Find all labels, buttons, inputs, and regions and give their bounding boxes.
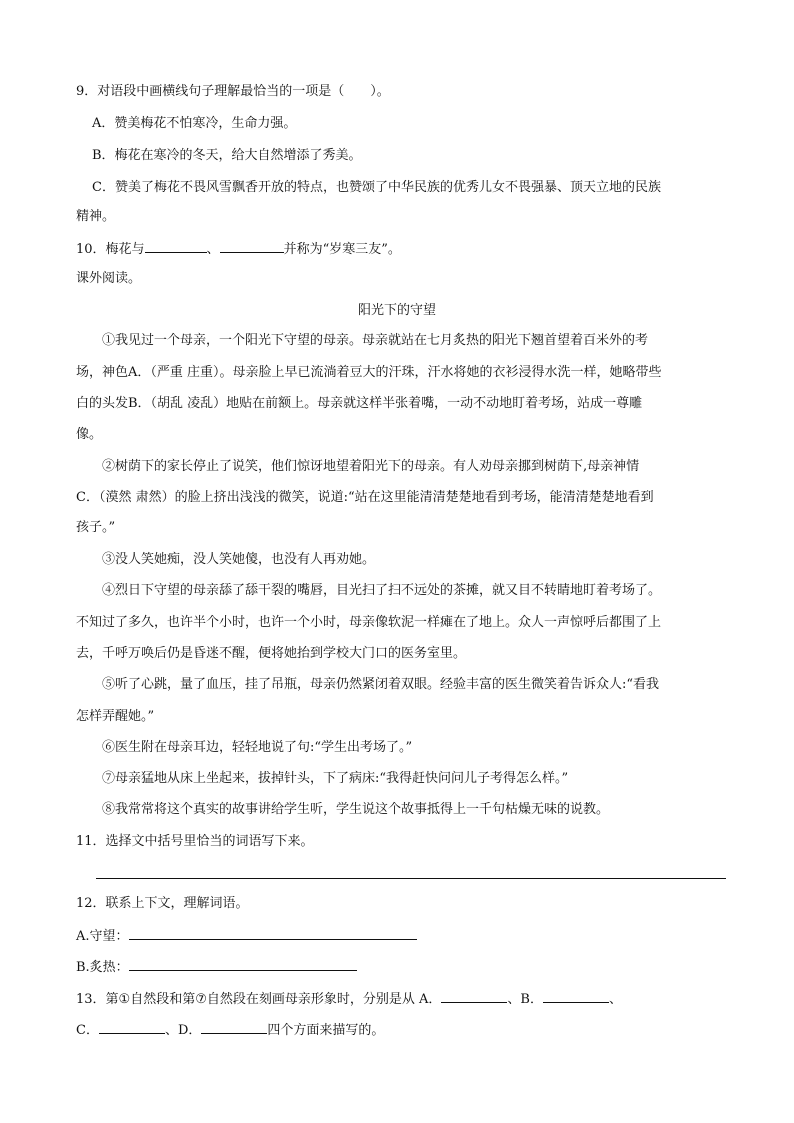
answer-blank[interactable] bbox=[201, 1019, 267, 1034]
question-13-continued: C． 、D． 四个方面来描写的。 bbox=[76, 1019, 384, 1041]
question-9-option-b: B．梅花在寒冷的冬天，给大自然增添了秀美。 bbox=[92, 148, 362, 163]
answer-line[interactable] bbox=[96, 878, 726, 879]
passage-title: 阳光下的守望 bbox=[357, 303, 436, 318]
answer-blank[interactable] bbox=[129, 925, 417, 940]
passage-paragraph-1: ①我见过一个母亲，一个阳光下守望的母亲。母亲就站在七月炙热的阳光下翘首望着百米外的考 bbox=[102, 333, 649, 348]
passage-paragraph-2-line: 孩子。” bbox=[76, 520, 116, 535]
passage-paragraph-1-line: 白的头发B．（胡乱 凌乱）地贴在前额上。母亲就这样半张着嘴，一动不动地盯着考场，站成一尊雕 bbox=[76, 396, 643, 411]
passage-paragraph-5-line: 怎样弄醒她。” bbox=[76, 709, 155, 724]
question-9-option-c: C．赞美了梅花不畏风雪飘香开放的特点，也赞颂了中华民族的优秀儿女不畏强暴、顶天立地的民族 bbox=[92, 180, 661, 195]
passage-paragraph-4-line: 去，千呼万唤后仍是昏迷不醒，便将她抬到学校大门口的医务室里。 bbox=[76, 646, 467, 661]
answer-blank[interactable] bbox=[220, 238, 284, 253]
question-11-stem: 11．选择文中括号里恰当的词语写下来。 bbox=[76, 834, 314, 849]
passage-paragraph-1-line: 像。 bbox=[76, 427, 103, 442]
passage-paragraph-6: ⑥医生附在母亲耳边，轻轻地说了句:“学生出考场了。” bbox=[102, 740, 413, 755]
passage-paragraph-5: ⑤听了心跳，量了血压，挂了吊瓶，母亲仍然紧闭着双眼。经验丰富的医生微笑着告诉众人:“看我 bbox=[102, 677, 660, 692]
passage-paragraph-3: ③没人笑她痴，没人笑她傻，也没有人再劝她。 bbox=[102, 552, 376, 567]
answer-blank[interactable] bbox=[99, 1019, 165, 1034]
answer-blank[interactable] bbox=[129, 956, 357, 971]
answer-blank[interactable] bbox=[441, 988, 507, 1003]
passage-paragraph-8: ⑧我常常将这个真实的故事讲给学生听，学生说这个故事抵得上一千句枯燥无味的说教。 bbox=[102, 802, 610, 817]
passage-paragraph-2-line: C．（漠然 肃然）的脸上挤出浅浅的微笑，说道:“站在这里能清清楚楚地看到考场，能清清楚楚地看到 bbox=[76, 490, 654, 505]
question-9-option-c-continued: 精神。 bbox=[76, 209, 116, 224]
answer-blank[interactable] bbox=[145, 238, 207, 253]
question-12-a: A.守望： bbox=[76, 925, 417, 947]
answer-blank[interactable] bbox=[543, 988, 609, 1003]
question-12-b: B.炙热： bbox=[76, 956, 357, 978]
passage-paragraph-4-line: 不知过了多久，也许半个小时，也许一个小时，母亲像软泥一样瘫在了地上。众人一声惊呼后都围了上 bbox=[76, 615, 662, 630]
passage-paragraph-4: ④烈日下守望的母亲舔了舔干裂的嘴唇，目光扫了扫不远处的茶摊，就又目不转睛地盯着考场了。 bbox=[102, 583, 662, 598]
question-9-option-a: A．赞美梅花不怕寒冷，生命力强。 bbox=[92, 116, 297, 131]
question-10: 10．梅花与 、 并称为“岁寒三友”。 bbox=[76, 238, 401, 260]
question-9-stem: 9．对语段中画横线句子理解最恰当的一项是（ ）。 bbox=[76, 84, 390, 99]
question-13: 13．第①自然段和第⑦自然段在刻画母亲形象时，分别是从 A． 、B． 、 bbox=[76, 988, 622, 1010]
passage-paragraph-7: ⑦母亲猛地从床上坐起来，拔掉针头，下了病床:“我得赶快问问儿子考得怎么样。” bbox=[102, 771, 569, 786]
passage-paragraph-2: ②树荫下的家长停止了说笑，他们惊讶地望着阳光下的母亲。有人劝母亲挪到树荫下,母亲神情 bbox=[102, 459, 640, 474]
section-label: 课外阅读。 bbox=[76, 271, 142, 286]
question-12-stem: 12．联系上下文，理解词语。 bbox=[76, 896, 249, 911]
passage-paragraph-1-line: 场，神色A．（严重 庄重）。母亲脸上早已流淌着豆大的汗珠，汗水将她的衣衫浸得水洗一样，她略带些 bbox=[76, 365, 662, 380]
